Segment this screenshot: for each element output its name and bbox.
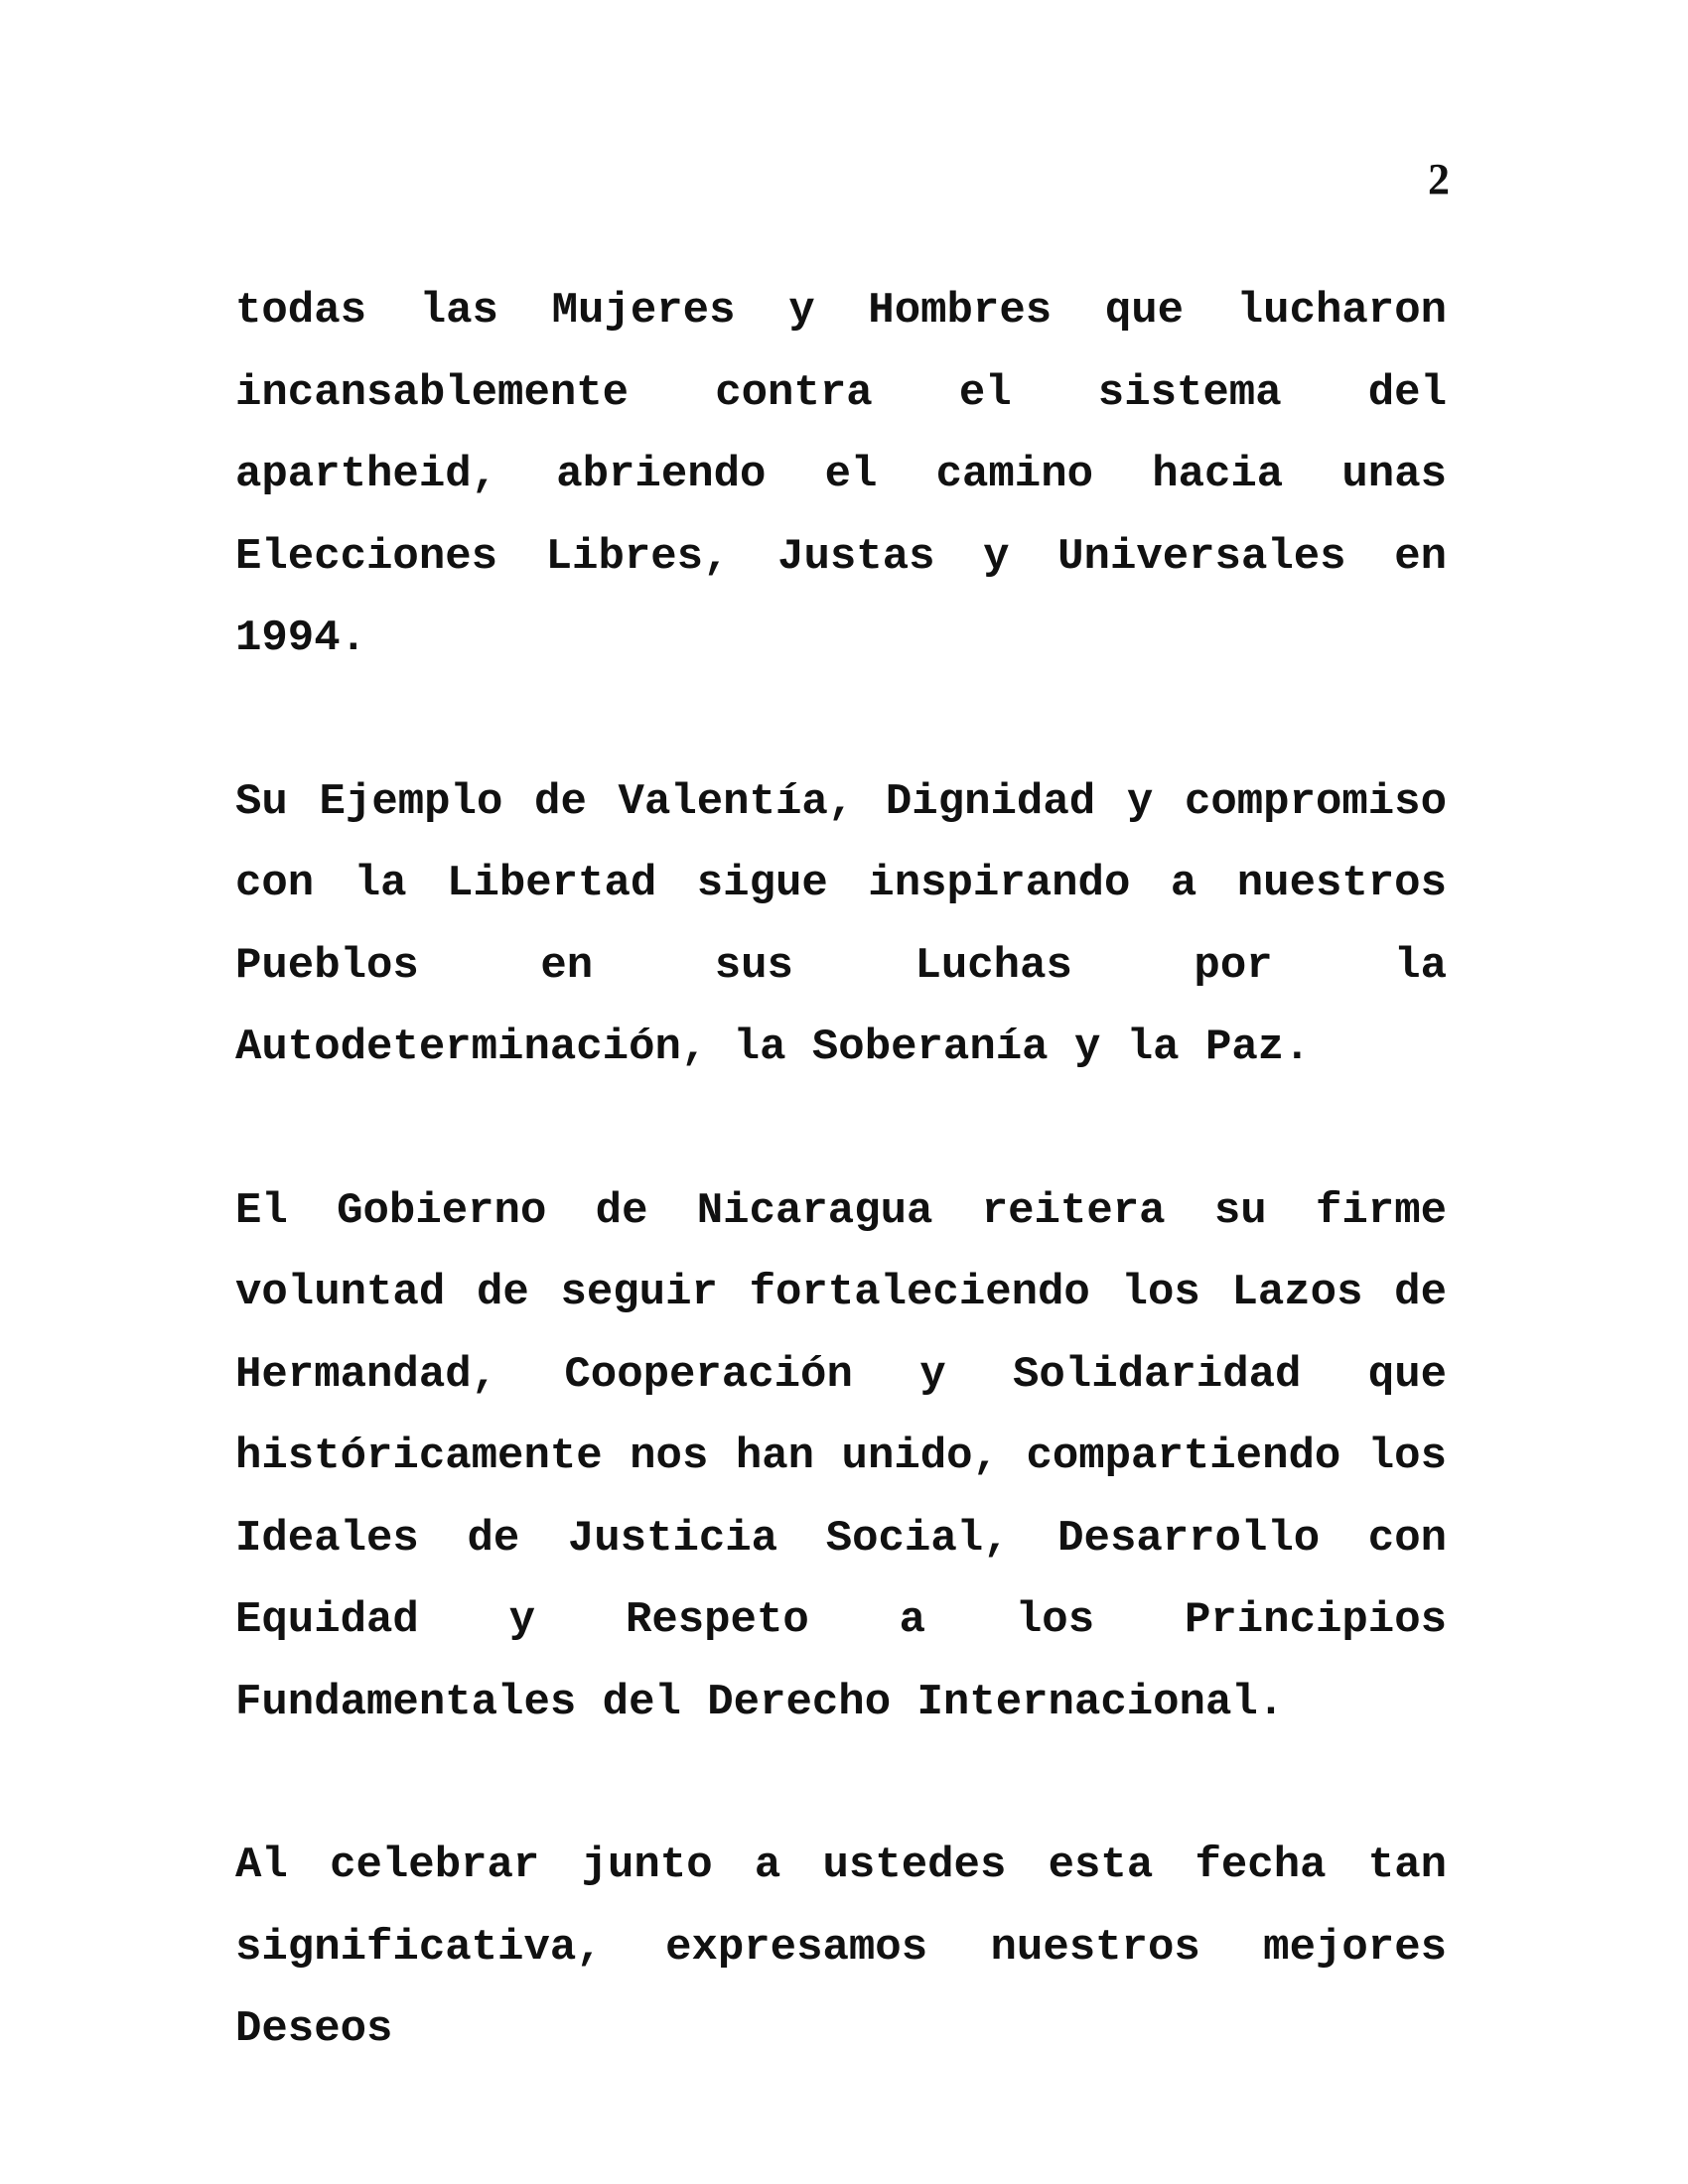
paragraph-celebration-wishes: Al celebrar junto a ustedes esta fecha tan significativa, expresamos nuestros mejores Deseos bbox=[235, 1841, 1447, 2054]
document-body bbox=[235, 270, 1447, 2152]
page-number: 2 bbox=[1428, 155, 1450, 204]
paragraph-example-inspiration: Su Ejemplo de Valentía, Dignidad y compromiso con la Libertad sigue inspirando a nuestros Pueblos en sus Luchas por la Autodeterminación, la Soberanía y la Paz. bbox=[235, 776, 1447, 1072]
paragraph-apartheid-struggle: todas las Mujeres y Hombres que lucharon incansablemente contra el sistema del apartheid, abriendo el camino hacia unas Elecciones Libres, Justas y Universales en 1994. bbox=[235, 286, 1447, 663]
paragraph-government-commitment: El Gobierno de Nicaragua reitera su firme voluntad de seguir fortaleciendo los Lazos de Hermandad, Cooperación y Solidaridad que históricamente nos han unido, compartiendo los Ideales de Justicia Social, Desarrollo con Equidad y Respeto a los Principios Fundamentales del Derecho Internacional. bbox=[235, 1185, 1447, 1727]
